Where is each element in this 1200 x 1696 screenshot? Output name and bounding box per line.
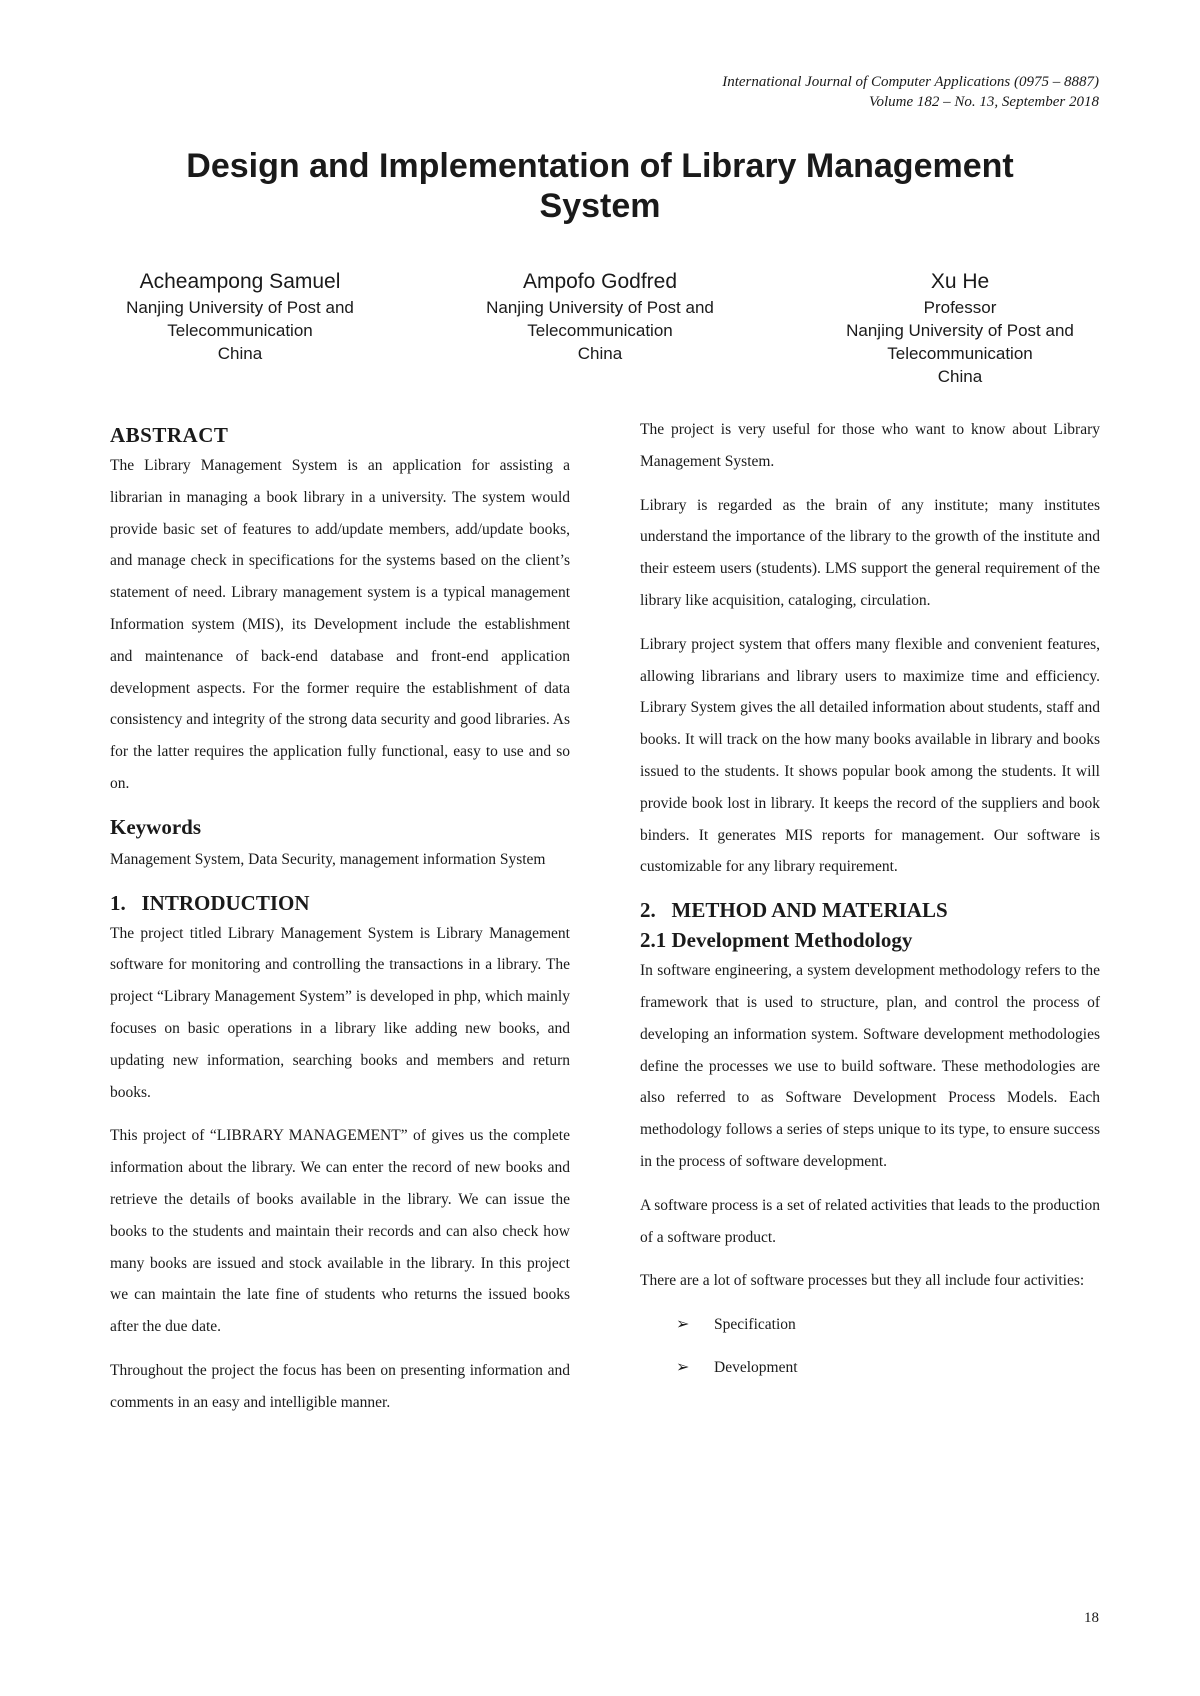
author-affiliation: Telecommunication: [527, 321, 673, 340]
author-country: China: [217, 344, 263, 363]
paper-title-line-2: System: [539, 187, 661, 225]
methods-subheading: 2.1 Development Methodology: [640, 928, 913, 953]
left-column: [110, 420, 570, 1431]
list-item: [676, 1352, 1100, 1383]
methods-paragraph: There are a lot of software processes but they all include four activities:: [640, 1272, 1085, 1290]
paper-title: [0, 146, 1200, 226]
methods-paragraph: In software engineering, a system development methodology refers to the framework that is used to structure, plan, and control the process of developing an information system. Software development methodologies define the processes we use to build software. These methodologies are also referred to as Software Development Process Models. Each methodology follows a series of steps unique to its type, to ensure success in the process of software development.: [640, 962, 1100, 1170]
author-affiliation: Nanjing University of Post and: [846, 321, 1074, 340]
author-block: [60, 268, 1140, 388]
introduction-heading: 1. INTRODUCTION: [110, 890, 310, 915]
abstract-heading: ABSTRACT: [110, 423, 229, 447]
author-name: Xu He: [930, 270, 990, 293]
methods-paragraph: A software process is a set of related activities that leads to the production of a software product.: [640, 1196, 1100, 1246]
arrowhead-bullet-icon: ➢: [676, 1316, 690, 1334]
keywords-text: Management System, Data Security, management information System: [110, 850, 546, 868]
introduction-paragraph: This project of “LIBRARY MANAGEMENT” of gives us the complete information about the library. We can enter the record of new books and retrieve the details of books available in the library. We can issue the books to the students and maintain their records and can also check how many books are issued and stock available in the library. In this project we can maintain the late fine of students who returns the issued books after the due date.: [110, 1127, 570, 1336]
journal-volume: Volume 182 – No. 13, September 2018: [869, 94, 1099, 110]
activities-list: [640, 1309, 1100, 1383]
author-affiliation: Telecommunication: [887, 344, 1033, 363]
abstract-text: The Library Management System is an application for assisting a librarian in managing a book library in a university. The system would provide basic set of features to add/update members, add/update books, and manage check in specifications for the systems based on the client’s statement of need. Library management system is a typical management Information system (MIS), its Development include the establishment and maintenance of back-end database and front-end application development aspects. For the former require the establishment of data consistency and integrity of the strong data security and good libraries. As for the latter requires the application fully functional, easy to use and so on.: [110, 457, 570, 792]
author-3: [780, 268, 1140, 388]
introduction-paragraph: The project is very useful for those who want to know about Library Management System.: [640, 421, 1100, 470]
paper-title-line-1: Design and Implementation of Library Management: [186, 147, 1014, 185]
introduction-paragraph: The project titled Library Management System is Library Management software for monitoring and controlling the transactions in a library. The project “Library Management System” is developed in php, which mainly focuses on basic operations in a library like adding new books, and updating new information, searching books and members and return books.: [110, 924, 570, 1101]
author-affiliation: Nanjing University of Post and: [126, 298, 354, 317]
author-name: Acheampong Samuel: [139, 270, 341, 293]
keywords-heading: Keywords: [110, 814, 201, 839]
author-1: [60, 268, 420, 388]
right-column: [640, 414, 1100, 1395]
author-position: Professor: [923, 298, 997, 317]
journal-name: International Journal of Computer Applications (0975 – 8887): [722, 74, 1099, 90]
list-item-text: Specification: [714, 1316, 796, 1334]
page-number: 18: [1084, 1610, 1099, 1626]
author-affiliation: Nanjing University of Post and: [486, 298, 714, 317]
introduction-paragraph: Library is regarded as the brain of any institute; many institutes understand the importance of the library to the growth of the institute and their esteem users (students). LMS support the general requirement of the library like acquisition, cataloging, circulation.: [640, 496, 1100, 609]
arrowhead-bullet-icon: ➢: [676, 1359, 690, 1377]
author-country: China: [937, 367, 983, 386]
author-affiliation: Telecommunication: [167, 321, 313, 340]
list-item-text: Development: [714, 1359, 798, 1377]
introduction-paragraph: Library project system that offers many flexible and convenient features, allowing librarians and library users to maximize time and efficiency. Library System gives the all detailed information about students, staff and books. It will track on the how many books available in library and books issued to the students. It shows popular book among the students. It will provide book lost in library. It keeps the record of the suppliers and book binders. It generates MIS reports for management. Our software is customizable for any library requirement.: [640, 635, 1100, 876]
running-header: [722, 72, 1099, 112]
methods-heading: 2. METHOD AND MATERIALS: [640, 898, 948, 923]
introduction-paragraph: Throughout the project the focus has been on presenting information and comments in an easy and intelligible manner.: [110, 1361, 570, 1411]
author-name: Ampofo Godfred: [522, 270, 678, 293]
author-country: China: [577, 344, 623, 363]
list-item: [676, 1309, 1100, 1340]
author-2: [420, 268, 780, 388]
